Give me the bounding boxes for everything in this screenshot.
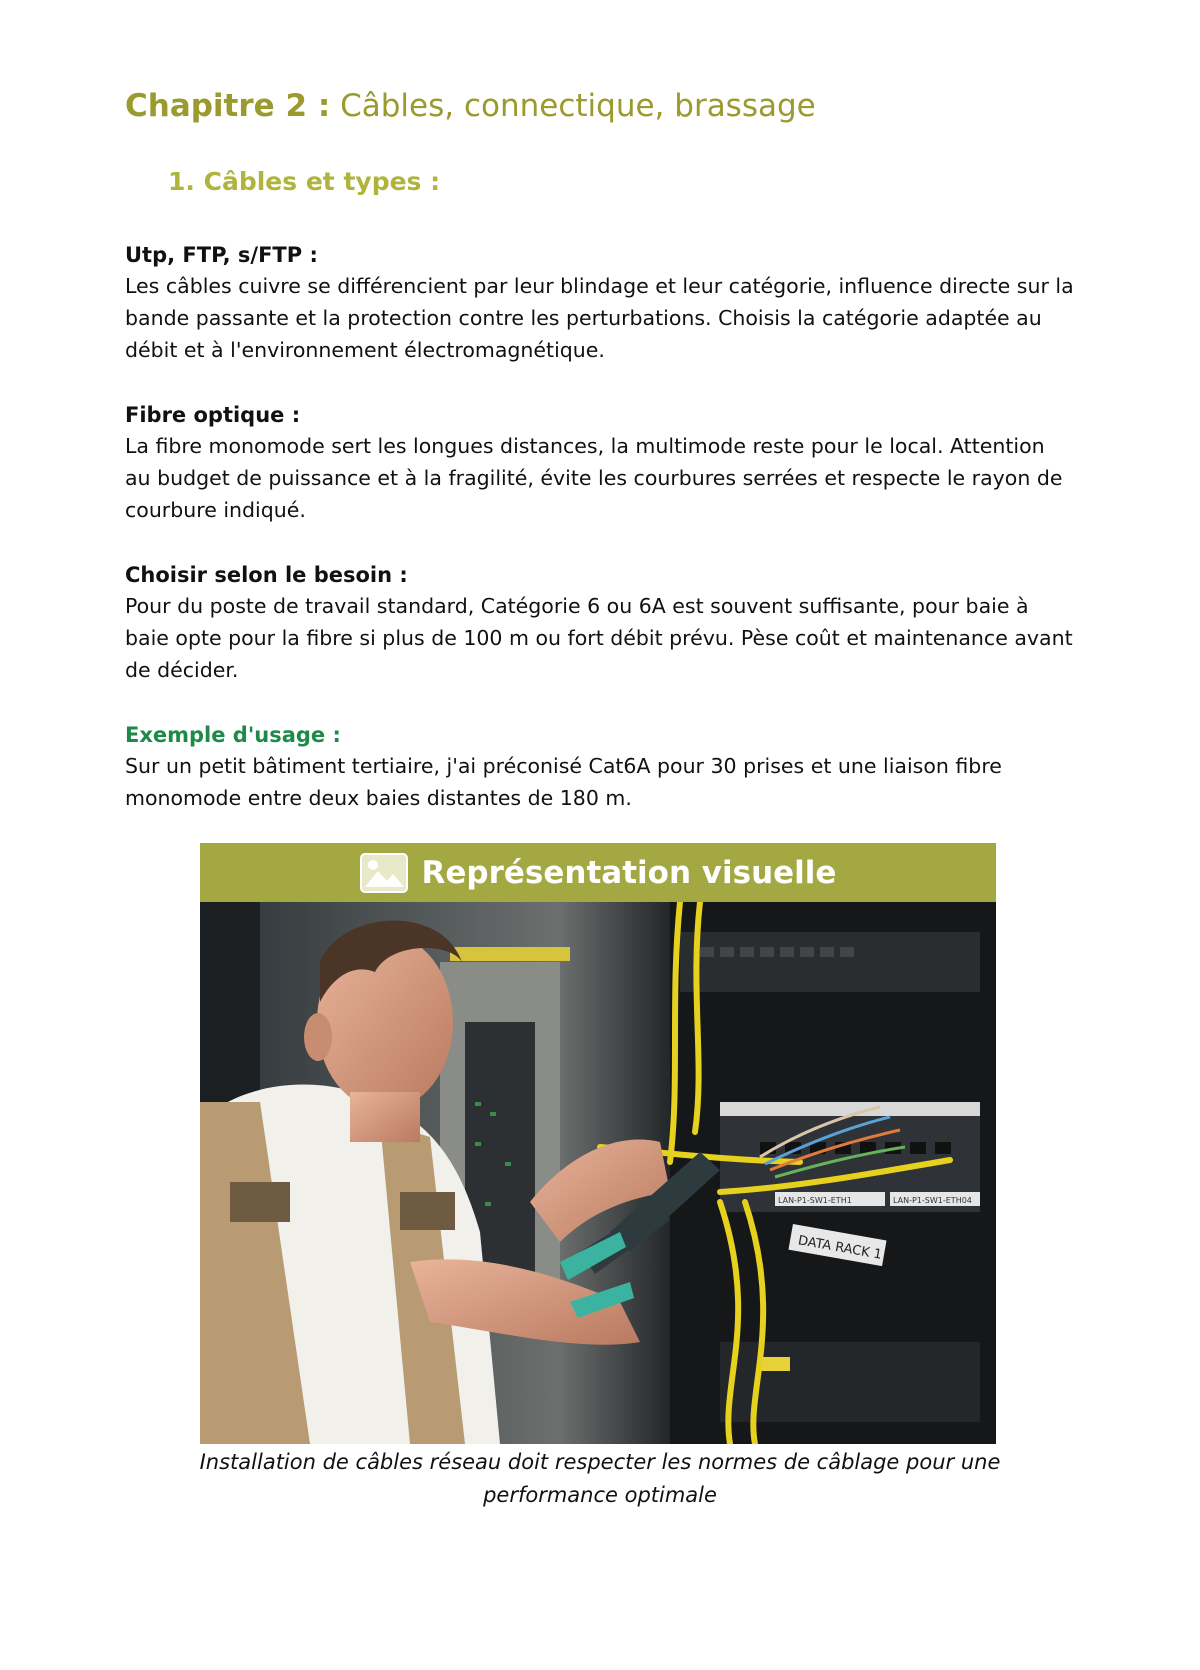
block-text: Sur un petit bâtiment tertiaire, j'ai préconisé Cat6A pour 30 prises et une liaison fibre monomode entre deux baies distantes de 180 m. [125, 754, 1002, 810]
block-text: La fibre monomode sert les longues distances, la multimode reste pour le local. Attention au budget de puissance et à la fragilité, évite les courbures serrées et respecte le rayon de courbure indiqué. [125, 434, 1063, 522]
block-choisir [125, 560, 1075, 686]
block-fibre-optique [125, 400, 1075, 526]
chapter-prefix: Chapitre 2 : [125, 88, 331, 124]
figure-header [200, 843, 996, 902]
technician-photo [200, 902, 996, 1444]
block-text: Les câbles cuivre se différencient par leur blindage et leur catégorie, influence directe sur la bande passante et la protection contre les perturbations. Choisis la catégorie adaptée au débit et à l'environnement électromagnétique. [125, 274, 1074, 362]
block-label: Utp, FTP, s/FTP : [125, 243, 318, 267]
section-number: 1. [168, 167, 195, 196]
chapter-title [125, 88, 816, 124]
visual-figure [200, 843, 996, 1444]
example-label: Exemple d'usage : [125, 723, 341, 747]
block-text: Pour du poste de travail standard, Catégorie 6 ou 6A est souvent suffisante, pour baie à baie opte pour la fibre si plus de 100 m ou fort débit prévu. Pèse coût et maintenance avant de décider. [125, 594, 1073, 682]
data-rack-label: DATA RACK 1 [796, 1233, 883, 1263]
section-heading [168, 167, 440, 196]
image-icon [360, 853, 408, 893]
figure-caption: Installation de câbles réseau doit respecter les normes de câblage pour une performance optimale [199, 1450, 1001, 1507]
chapter-name: Câbles, connectique, brassage [340, 88, 816, 124]
port-label-2: LAN-P1-SW1-ETH04 [893, 1196, 972, 1205]
port-label-1: LAN-P1-SW1-ETH1 [778, 1196, 852, 1205]
block-utp-ftp [125, 240, 1075, 366]
block-label: Fibre optique : [125, 403, 301, 427]
block-exemple [125, 720, 1075, 814]
section-title: Câbles et types : [203, 167, 441, 196]
figure-title: Représentation visuelle [421, 854, 837, 891]
block-label: Choisir selon le besoin : [125, 563, 408, 587]
